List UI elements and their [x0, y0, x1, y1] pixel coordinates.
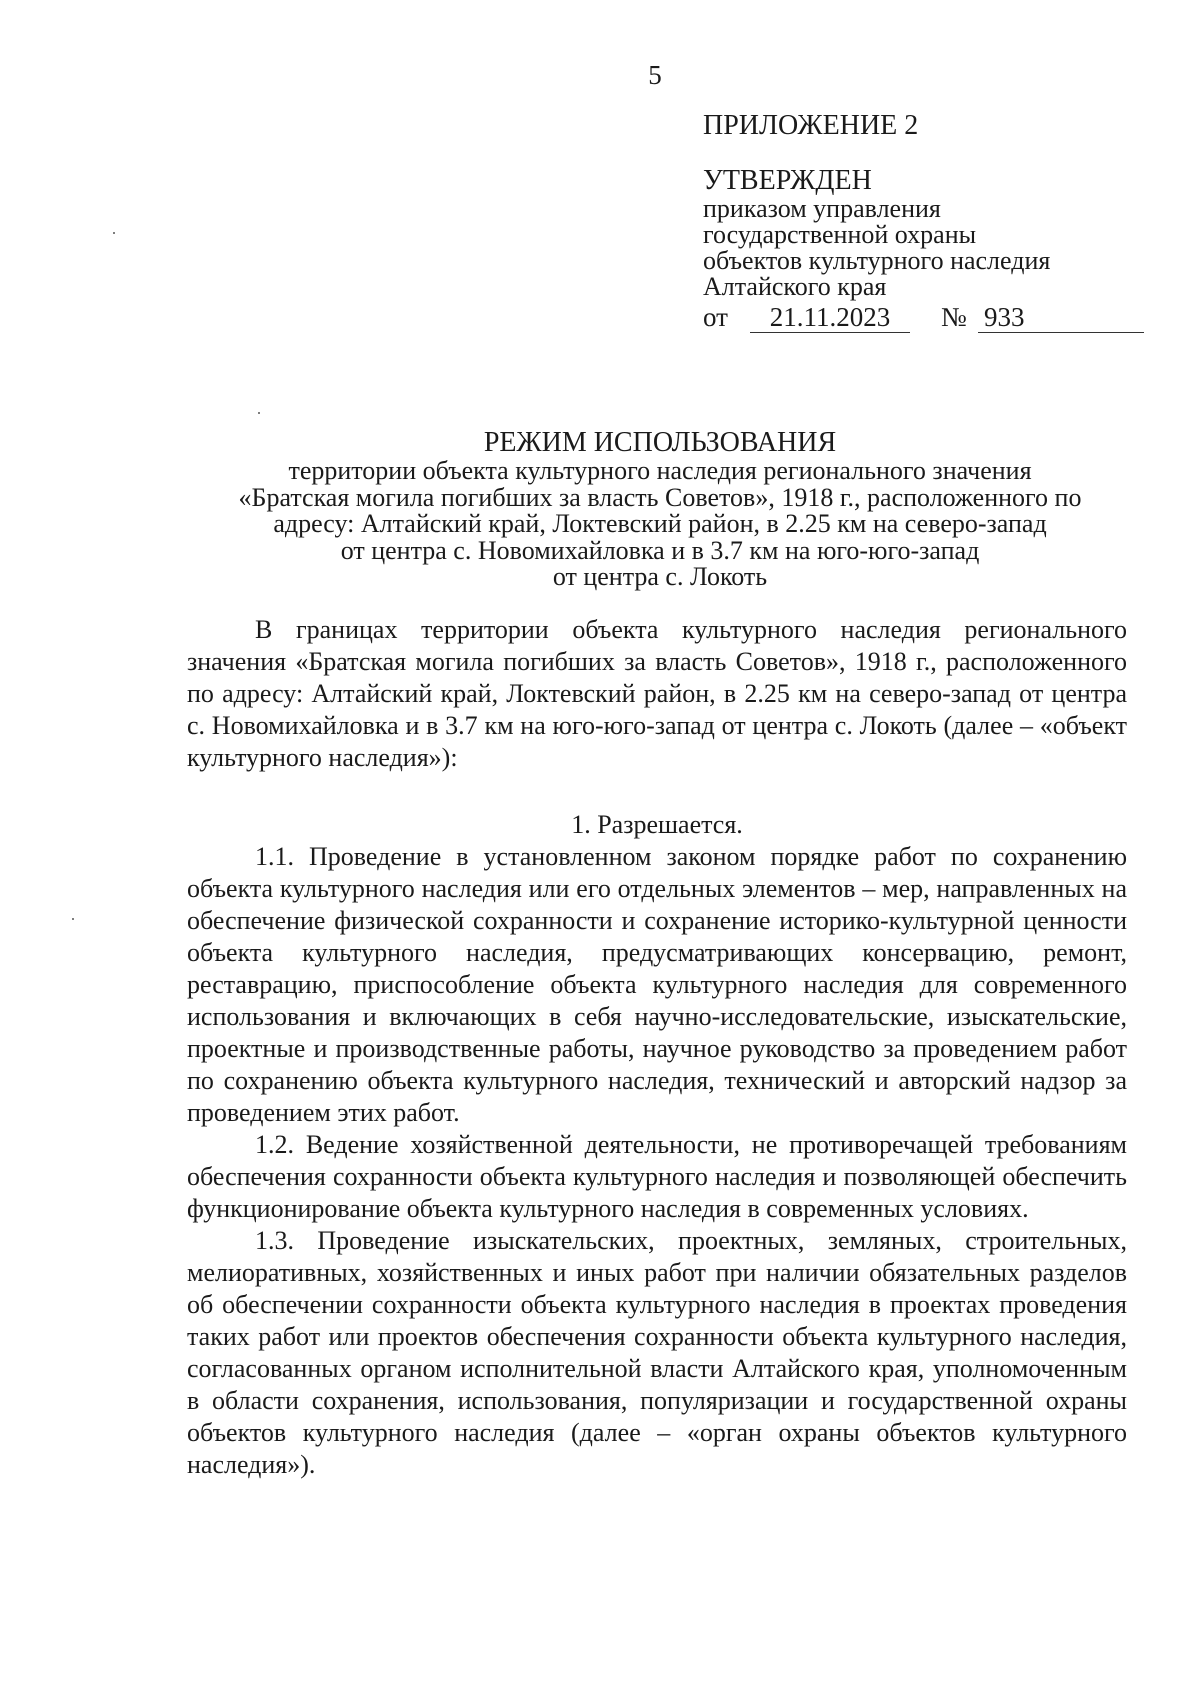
approved-label: УТВЕРЖДЕН: [703, 165, 872, 196]
document-title: РЕЖИМ ИСПОЛЬЗОВАНИЯ: [483, 427, 837, 458]
approval-line: объектов культурного наследия: [703, 246, 1051, 275]
heading-line: от центра с. Новомихайловка и в 3.7 км на юго-юго-запад: [340, 535, 980, 565]
clause-paragraph: 1.2. Ведение хозяйственной деятельности, не противоречащей требованиям обеспечения сохранности объекта культурного наследия и позволяющей обеспечить функционирование объекта культурного наследия в современных условиях.: [187, 1130, 1127, 1223]
number-label: №: [941, 302, 967, 332]
heading-line: от центра с. Локоть: [552, 562, 768, 591]
approval-line: приказом управления: [703, 194, 941, 223]
number-value: 933: [978, 304, 1144, 333]
clause-paragraph: 1.3. Проведение изыскательских, проектных, земляных, строительных, мелиоративных, хозяйственных и иных работ при наличии обязательных разделов об обеспечении сохранности объекта культурного наследия в проектах проведения таких работ или проектов обеспечения сохранности объекта культурного наследия, согласованных органом исполнительной власти Алтайского края, уполномоченным в области сохранения, использования, популяризации и государственной охраны объектов культурного наследия (далее – «орган охраны объектов культурного наследия»).: [187, 1226, 1127, 1479]
document-body: [187, 614, 1127, 1481]
intro-paragraph: В границах территории объекта культурного наследия регионального значения «Братская могила погибших за власть Советов», 1918 г., расположенного по адресу: Алтайский край, Локтевский район, в 2.25 км на северо-запад от центра с. Новомихайловка и в 3.7 км на юго-юго-запад от центра с. Локоть (далее – «объект культурного наследия»):: [187, 615, 1127, 772]
page-number: 5: [648, 60, 662, 90]
heading-line: «Братская могила погибших за власть Советов», 1918 г., расположенного по: [238, 482, 1082, 512]
approval-line: государственной охраны: [703, 220, 977, 249]
heading-line: адресу: Алтайский край, Локтевский район, в 2.25 км на северо-запад: [273, 509, 1047, 538]
approval-line: Алтайского края: [703, 272, 887, 301]
scan-speck: [113, 232, 115, 234]
scan-speck: [258, 412, 260, 414]
section-title: 1. Разрешается.: [571, 810, 743, 839]
clause-paragraph: 1.1. Проведение в установленном законом порядке работ по сохранению объекта культурного наследия или его отдельных элементов – мер, направленных на обеспечение физической сохранности и сохранение историко-культурной ценности объекта культурного наследия, предусматривающих консервацию, ремонт, реставрацию, приспособление объекта культурного наследия для современного использования и включающих в себя научно-исследовательские, изыскательские, проектные и производственные работы, научное руководство за проведением работ по сохранению объекта культурного наследия, технический и авторский надзор за проведением этих работ.: [187, 842, 1127, 1127]
heading-line: территории объекта культурного наследия регионального значения: [288, 456, 1032, 485]
date-value: 21.11.2023: [750, 304, 910, 333]
scan-speck: [72, 918, 74, 920]
date-label: от: [703, 302, 728, 332]
approval-block: [703, 110, 1143, 336]
appendix-label: ПРИЛОЖЕНИЕ 2: [703, 110, 919, 141]
approval-date-row: [703, 302, 1143, 336]
document-heading: [190, 428, 1130, 591]
